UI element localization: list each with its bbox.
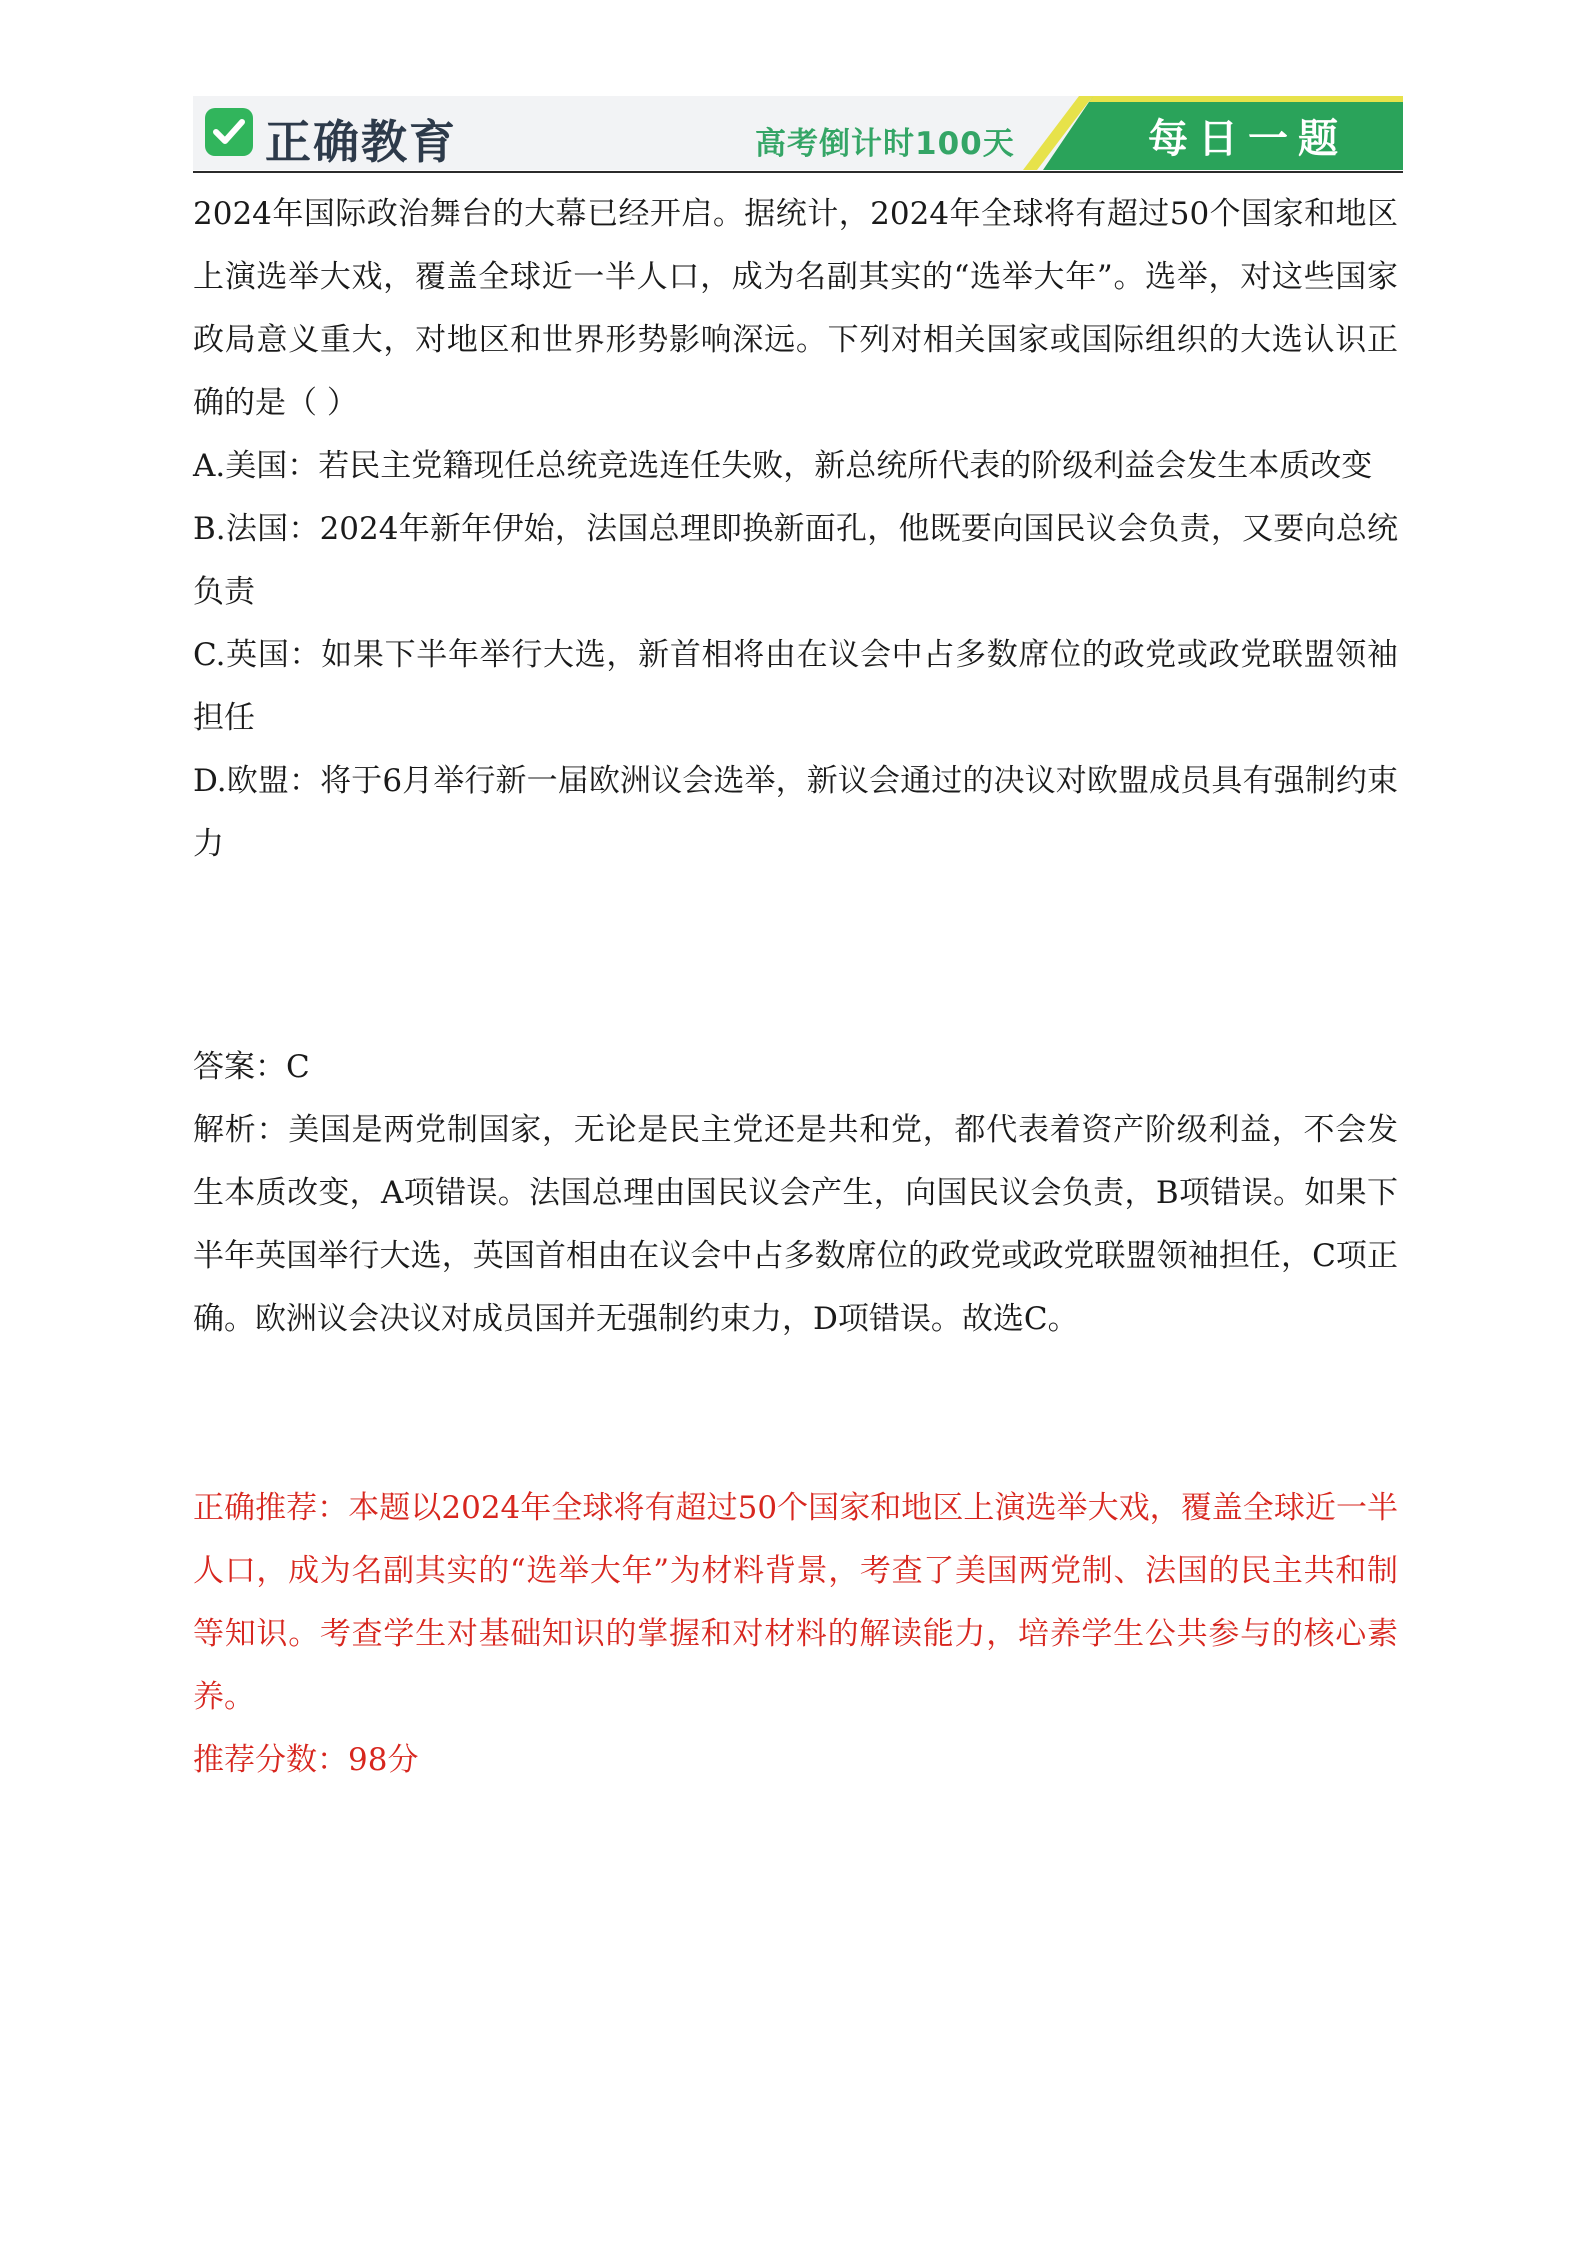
answer-line: 答案：C: [193, 1049, 310, 1085]
recommend-score: 推荐分数：98分: [193, 1742, 419, 1778]
option-a: A.美国：若民主党籍现任总统竞选连任失败，新总统所代表的阶级利益会发生本质改变: [193, 448, 1373, 484]
analysis-text: 解析：美国是两党制国家，无论是民主党还是共和党，都代表着资产阶级利益，不会发生本质改变，A项错误。法国总理由国民议会产生，向国民议会负责，B项错误。如果下半年英国举行大选，英国首相由在议会中占多数席位的政党或政党联盟领袖担任，C项正确。欧洲议会决议对成员国并无强制约束力，D项错误。故选C。: [193, 1112, 1398, 1337]
checkmark-icon: [205, 108, 253, 156]
daily-question-label: 每日一题: [1148, 116, 1348, 162]
logo-text: 正确教育: [265, 115, 457, 169]
countdown-text: 高考倒计时100天: [755, 126, 1015, 162]
header-divider: [193, 171, 1403, 173]
question-stem: 2024年国际政治舞台的大幕已经开启。据统计，2024年全球将有超过50个国家和地区上演选举大戏，覆盖全球近一半人口，成为名副其实的“选举大年”。选举，对这些国家政局意义重大，对地区和世界形势影响深远。下列对相关国家或国际组织的大选认识正确的是（ ）: [193, 196, 1398, 421]
option-b: B.法国：2024年新年伊始，法国总理即换新面孔，他既要向国民议会负责，又要向总统负责: [193, 511, 1398, 610]
option-c: C.英国：如果下半年举行大选，新首相将由在议会中占多数席位的政党或政党联盟领袖担任: [193, 637, 1398, 736]
option-d: D.欧盟：将于6月举行新一届欧洲议会选举，新议会通过的决议对欧盟成员具有强制约束力: [193, 763, 1398, 862]
header-banner: [193, 96, 1403, 170]
recommendation-text: 正确推荐：本题以2024年全球将有超过50个国家和地区上演选举大戏，覆盖全球近一半人口，成为名副其实的“选举大年”为材料背景，考查了美国两党制、法国的民主共和制等知识。考查学生对基础知识的掌握和对材料的解读能力，培养学生公共参与的核心素养。: [193, 1490, 1398, 1715]
document-body: [193, 183, 1398, 1792]
